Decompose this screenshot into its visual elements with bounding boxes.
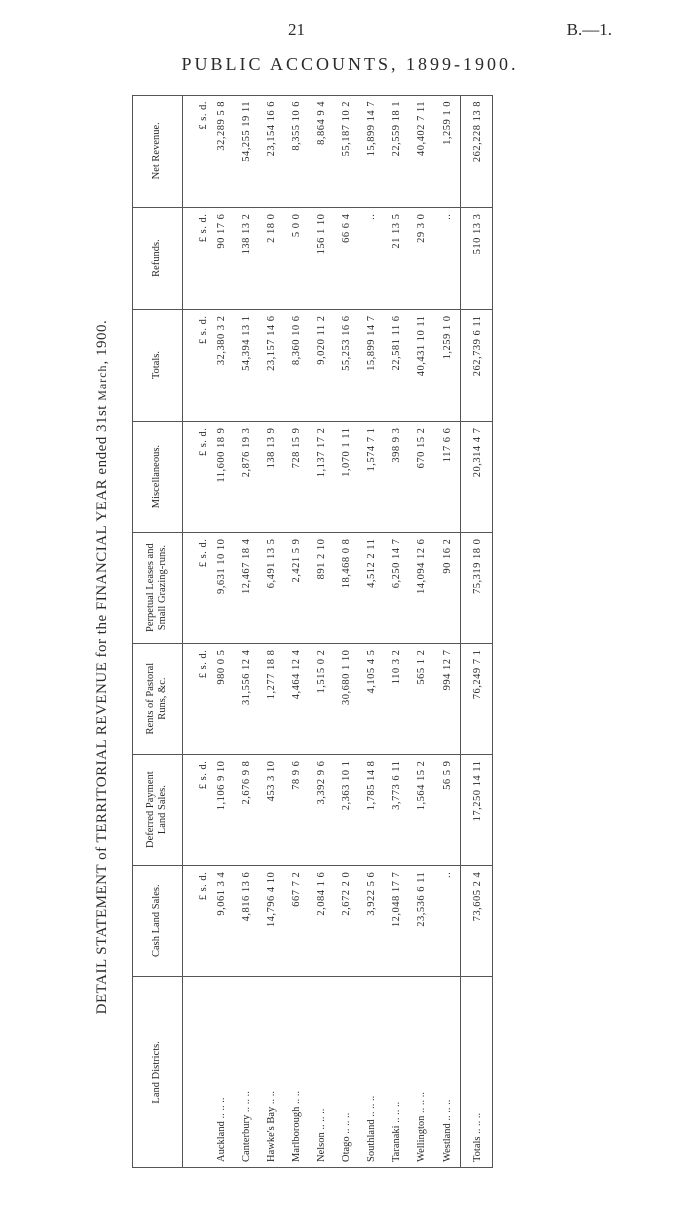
table-row <box>334 95 359 1168</box>
value-cell: 2,876 19 3 <box>234 421 259 532</box>
value-cell: 8,864 9 4 <box>309 95 334 207</box>
value-cell: 1,070 1 11 <box>334 421 359 532</box>
value-cell: 29 3 0 <box>409 207 434 309</box>
value-cell: 40,402 7 11 <box>409 95 434 207</box>
title-main: DETAIL STATEMENT of TERRITORIAL REVENUE for the FINANCIAL YEAR ended 31st <box>94 400 110 1015</box>
value-cell: 66 6 4 <box>334 207 359 309</box>
units-row <box>183 95 210 1168</box>
header-deferred-payment: Deferred Payment Land Sales. <box>132 754 183 865</box>
value-cell: 32,380 3 2 <box>209 309 234 421</box>
value-cell: 110 3 2 <box>384 643 409 754</box>
value-cell: 1,137 17 2 <box>309 421 334 532</box>
district-cell: Otago .. .. .. <box>341 1112 353 1162</box>
total-cell: 73,605 2 4 <box>461 865 494 976</box>
value-cell: 1,785 14 8 <box>359 754 384 865</box>
value-cell: 565 1 2 <box>409 643 434 754</box>
value-cell: 12,467 18 4 <box>234 532 259 643</box>
value-cell: 138 13 2 <box>234 207 259 309</box>
header-row <box>132 95 183 1168</box>
value-cell: 78 9 6 <box>284 754 309 865</box>
header-land-districts: Land Districts. <box>132 976 183 1168</box>
value-cell: 453 3 10 <box>259 754 284 865</box>
value-cell: 6,491 13 5 <box>259 532 284 643</box>
totals-label: Totals .. .. .. <box>461 976 494 1168</box>
unit-cell <box>183 976 210 1168</box>
table-row <box>284 95 309 1168</box>
total-cell: 76,249 7 1 <box>461 643 494 754</box>
table-row <box>259 95 284 1168</box>
value-cell: 4,512 2 11 <box>359 532 384 643</box>
table-row <box>434 95 460 1168</box>
value-cell: 9,631 10 10 <box>209 532 234 643</box>
revenue-table <box>132 95 493 1168</box>
value-cell: 728 15 9 <box>284 421 309 532</box>
value-cell: 14,796 4 10 <box>259 865 284 976</box>
value-cell: 55,253 16 6 <box>334 309 359 421</box>
value-cell: .. <box>434 207 460 309</box>
header-net-revenue: Net Revenue. <box>132 95 183 207</box>
value-cell: 398 9 3 <box>384 421 409 532</box>
value-cell: 2 18 0 <box>259 207 284 309</box>
value-cell: 4,816 13 6 <box>234 865 259 976</box>
value-cell: 3,392 9 6 <box>309 754 334 865</box>
value-cell: 2,084 1 6 <box>309 865 334 976</box>
value-cell: 1,106 9 10 <box>209 754 234 865</box>
table-row <box>384 95 409 1168</box>
value-cell: 3,922 5 6 <box>359 865 384 976</box>
value-cell: 15,899 14 7 <box>359 95 384 207</box>
unit-cell: £ s. d. <box>183 865 210 976</box>
value-cell: 1,564 15 2 <box>409 754 434 865</box>
header-totals: Totals. <box>132 309 183 421</box>
value-cell: 2,421 5 9 <box>284 532 309 643</box>
value-cell: 3,773 6 11 <box>384 754 409 865</box>
value-cell: 667 7 2 <box>284 865 309 976</box>
value-cell: 11,600 18 9 <box>209 421 234 532</box>
district-cell: Marlborough .. .. <box>291 1090 303 1162</box>
page-heading: PUBLIC ACCOUNTS, 1899-1900. <box>181 54 519 74</box>
value-cell: 23,157 14 6 <box>259 309 284 421</box>
value-cell: 980 0 5 <box>209 643 234 754</box>
value-cell: 117 6 6 <box>434 421 460 532</box>
unit-cell: £ s. d. <box>183 532 210 643</box>
header-perpetual-leases: Perpetual Leases and Small Grazing-runs. <box>132 532 183 643</box>
value-cell: 9,061 3 4 <box>209 865 234 976</box>
unit-cell: £ s. d. <box>183 309 210 421</box>
value-cell: 6,250 14 7 <box>384 532 409 643</box>
totals-row <box>461 95 494 1168</box>
value-cell: 4,105 4 5 <box>359 643 384 754</box>
header-cash-land-sales: Cash Land Sales. <box>132 865 183 976</box>
unit-cell: £ s. d. <box>183 95 210 207</box>
value-cell: 138 13 9 <box>259 421 284 532</box>
header-refunds: Refunds. <box>132 207 183 309</box>
value-cell: 23,154 16 6 <box>259 95 284 207</box>
total-cell: 75,319 18 0 <box>461 532 494 643</box>
value-cell: 15,899 14 7 <box>359 309 384 421</box>
district-cell: Auckland .. .. .. <box>216 1097 228 1162</box>
table-row <box>359 95 384 1168</box>
value-cell: 56 5 9 <box>434 754 460 865</box>
district-cell: Nelson .. .. .. <box>316 1108 328 1162</box>
value-cell: 30,680 1 10 <box>334 643 359 754</box>
value-cell: 1,259 1 0 <box>434 95 460 207</box>
total-cell: 20,314 4 7 <box>461 421 494 532</box>
value-cell: 1,574 7 1 <box>359 421 384 532</box>
value-cell: 22,581 11 6 <box>384 309 409 421</box>
value-cell: 1,277 18 8 <box>259 643 284 754</box>
value-cell: 2,363 10 1 <box>334 754 359 865</box>
value-cell: 90 16 2 <box>434 532 460 643</box>
table-row <box>209 95 234 1168</box>
value-cell: 55,187 10 2 <box>334 95 359 207</box>
table-row <box>409 95 434 1168</box>
value-cell: 4,464 12 4 <box>284 643 309 754</box>
unit-cell: £ s. d. <box>183 643 210 754</box>
statement-title <box>94 252 111 1082</box>
value-cell: 54,255 19 11 <box>234 95 259 207</box>
value-cell: 5 0 0 <box>284 207 309 309</box>
table-row <box>309 95 334 1168</box>
revenue-table-container <box>132 95 493 1168</box>
value-cell: 32,289 5 8 <box>209 95 234 207</box>
district-cell: Taranaki .. .. .. <box>391 1101 403 1162</box>
district-cell: Wellington .. .. .. <box>416 1091 428 1162</box>
district-cell: Hawke's Bay .. .. <box>266 1090 278 1162</box>
value-cell: 9,020 11 2 <box>309 309 334 421</box>
value-cell: 12,048 17 7 <box>384 865 409 976</box>
value-cell: 54,394 13 1 <box>234 309 259 421</box>
district-cell: Southland .. .. .. <box>366 1095 378 1162</box>
value-cell: 1,515 0 2 <box>309 643 334 754</box>
total-cell: 510 13 3 <box>461 207 494 309</box>
header-rents-pastoral-runs: Rents of Pastoral Runs, &c. <box>132 643 183 754</box>
district-cell: Canterbury .. .. .. <box>241 1091 253 1162</box>
value-cell: 994 12 7 <box>434 643 460 754</box>
value-cell: 1,259 1 0 <box>434 309 460 421</box>
total-cell: 17,250 14 11 <box>461 754 494 865</box>
total-cell: 262,739 6 11 <box>461 309 494 421</box>
value-cell: 156 1 10 <box>309 207 334 309</box>
table-row <box>234 95 259 1168</box>
value-cell: .. <box>359 207 384 309</box>
value-cell: 90 17 6 <box>209 207 234 309</box>
district-cell: Westland .. .. .. <box>441 1099 453 1162</box>
unit-cell: £ s. d. <box>183 207 210 309</box>
value-cell: .. <box>434 865 460 976</box>
header-miscellaneous: Miscellaneous. <box>132 421 183 532</box>
value-cell: 2,672 2 0 <box>334 865 359 976</box>
value-cell: 23,536 6 11 <box>409 865 434 976</box>
page-number: 21 <box>288 20 305 39</box>
report-reference: B.—1. <box>566 20 612 39</box>
value-cell: 8,355 10 6 <box>284 95 309 207</box>
value-cell: 18,468 0 8 <box>334 532 359 643</box>
value-cell: 31,556 12 4 <box>234 643 259 754</box>
unit-cell: £ s. d. <box>183 421 210 532</box>
value-cell: 40,431 10 11 <box>409 309 434 421</box>
unit-cell: £ s. d. <box>183 754 210 865</box>
value-cell: 8,360 10 6 <box>284 309 309 421</box>
value-cell: 2,676 9 8 <box>234 754 259 865</box>
value-cell: 21 13 5 <box>384 207 409 309</box>
title-month: March <box>95 364 109 401</box>
title-year: , 1900. <box>94 319 110 365</box>
value-cell: 22,559 18 1 <box>384 95 409 207</box>
value-cell: 14,094 12 6 <box>409 532 434 643</box>
value-cell: 670 15 2 <box>409 421 434 532</box>
value-cell: 891 2 10 <box>309 532 334 643</box>
total-cell: 262,228 13 8 <box>461 95 494 207</box>
